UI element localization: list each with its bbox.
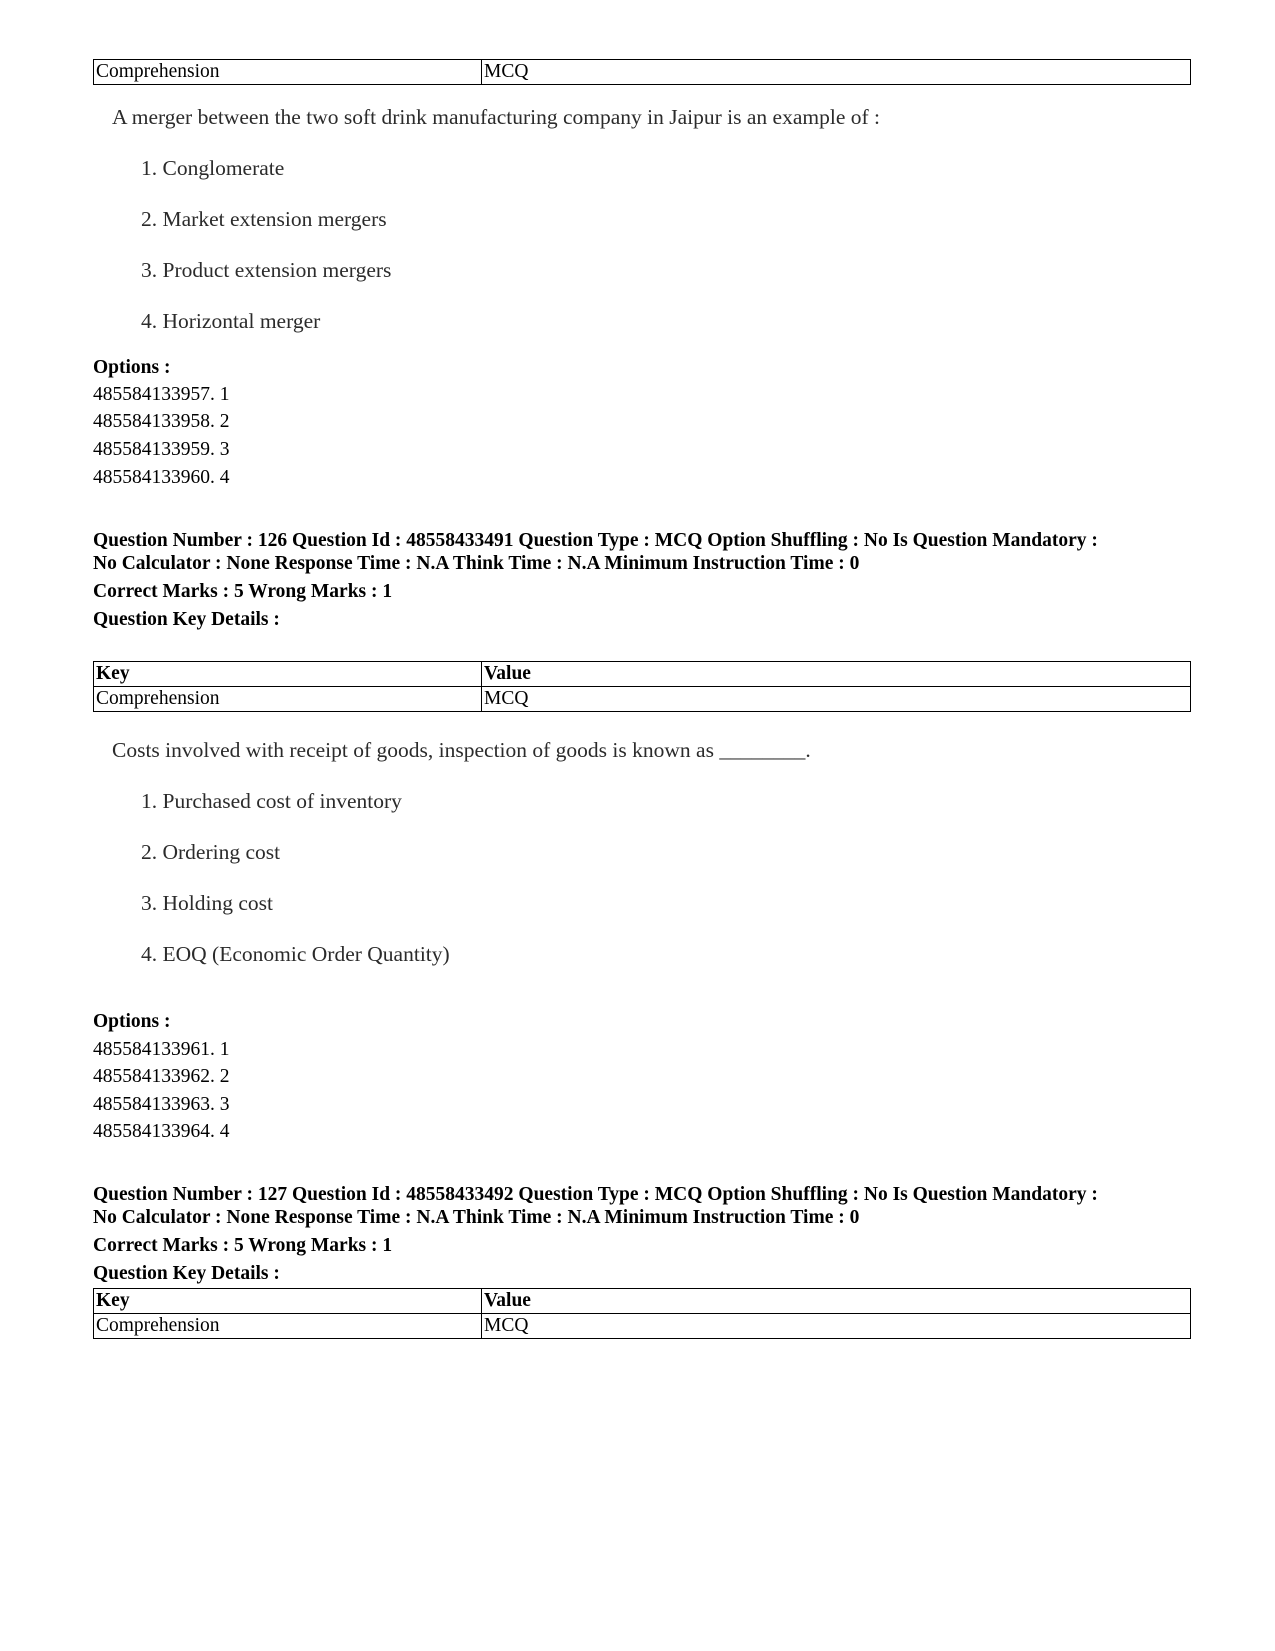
key-details-label: Question Key Details : bbox=[93, 1263, 280, 1284]
answer-choice: 2. Ordering cost bbox=[141, 840, 281, 864]
key-cell: Comprehension bbox=[94, 1314, 482, 1339]
question-key-table bbox=[93, 1288, 1191, 1339]
value-cell: MCQ bbox=[482, 1314, 1191, 1339]
value-cell: MCQ bbox=[482, 60, 1191, 85]
answer-choice: 1. Purchased cost of inventory bbox=[141, 789, 402, 813]
question-meta-line: Question Number : 127 Question Id : 48558433492 Question Type : MCQ Option Shuffling : No Is Question Mandatory : bbox=[93, 1184, 1098, 1205]
option-line: 485584133958. 2 bbox=[93, 411, 230, 432]
options-label: Options : bbox=[93, 1011, 171, 1032]
table-header-row bbox=[94, 1289, 1191, 1314]
key-header: Key bbox=[94, 1289, 482, 1314]
marks-line: Correct Marks : 5 Wrong Marks : 1 bbox=[93, 1235, 393, 1256]
option-line: 485584133963. 3 bbox=[93, 1094, 230, 1115]
value-cell: MCQ bbox=[482, 687, 1191, 712]
option-line: 485584133960. 4 bbox=[93, 467, 230, 488]
question-meta-line: No Calculator : None Response Time : N.A Think Time : N.A Minimum Instruction Time : 0 bbox=[93, 1207, 860, 1228]
value-header: Value bbox=[482, 662, 1191, 687]
table-row bbox=[94, 687, 1191, 712]
option-line: 485584133962. 2 bbox=[93, 1066, 230, 1087]
options-label: Options : bbox=[93, 357, 171, 378]
question-text: A merger between the two soft drink manufacturing company in Jaipur is an example of : bbox=[112, 105, 881, 129]
key-cell: Comprehension bbox=[94, 60, 482, 85]
option-line: 485584133961. 1 bbox=[93, 1039, 230, 1060]
question-meta-line: Question Number : 126 Question Id : 48558433491 Question Type : MCQ Option Shuffling : No Is Question Mandatory : bbox=[93, 530, 1098, 551]
question-key-table bbox=[93, 59, 1191, 85]
table-row bbox=[94, 1314, 1191, 1339]
key-details-label: Question Key Details : bbox=[93, 609, 280, 630]
option-line: 485584133964. 4 bbox=[93, 1121, 230, 1142]
question-key-table bbox=[93, 661, 1191, 712]
table-header-row bbox=[94, 662, 1191, 687]
option-line: 485584133957. 1 bbox=[93, 384, 230, 405]
question-meta-line: No Calculator : None Response Time : N.A Think Time : N.A Minimum Instruction Time : 0 bbox=[93, 553, 860, 574]
marks-line: Correct Marks : 5 Wrong Marks : 1 bbox=[93, 581, 393, 602]
key-cell: Comprehension bbox=[94, 687, 482, 712]
value-header: Value bbox=[482, 1289, 1191, 1314]
answer-choice: 3. Product extension mergers bbox=[141, 258, 392, 282]
answer-choice: 4. EOQ (Economic Order Quantity) bbox=[141, 942, 450, 966]
question-text: Costs involved with receipt of goods, inspection of goods is known as ________. bbox=[112, 738, 811, 762]
table-row bbox=[94, 60, 1191, 85]
answer-choice: 3. Holding cost bbox=[141, 891, 273, 915]
key-header: Key bbox=[94, 662, 482, 687]
answer-choice: 2. Market extension mergers bbox=[141, 207, 387, 231]
answer-choice: 4. Horizontal merger bbox=[141, 309, 321, 333]
option-line: 485584133959. 3 bbox=[93, 439, 230, 460]
answer-choice: 1. Conglomerate bbox=[141, 156, 285, 180]
